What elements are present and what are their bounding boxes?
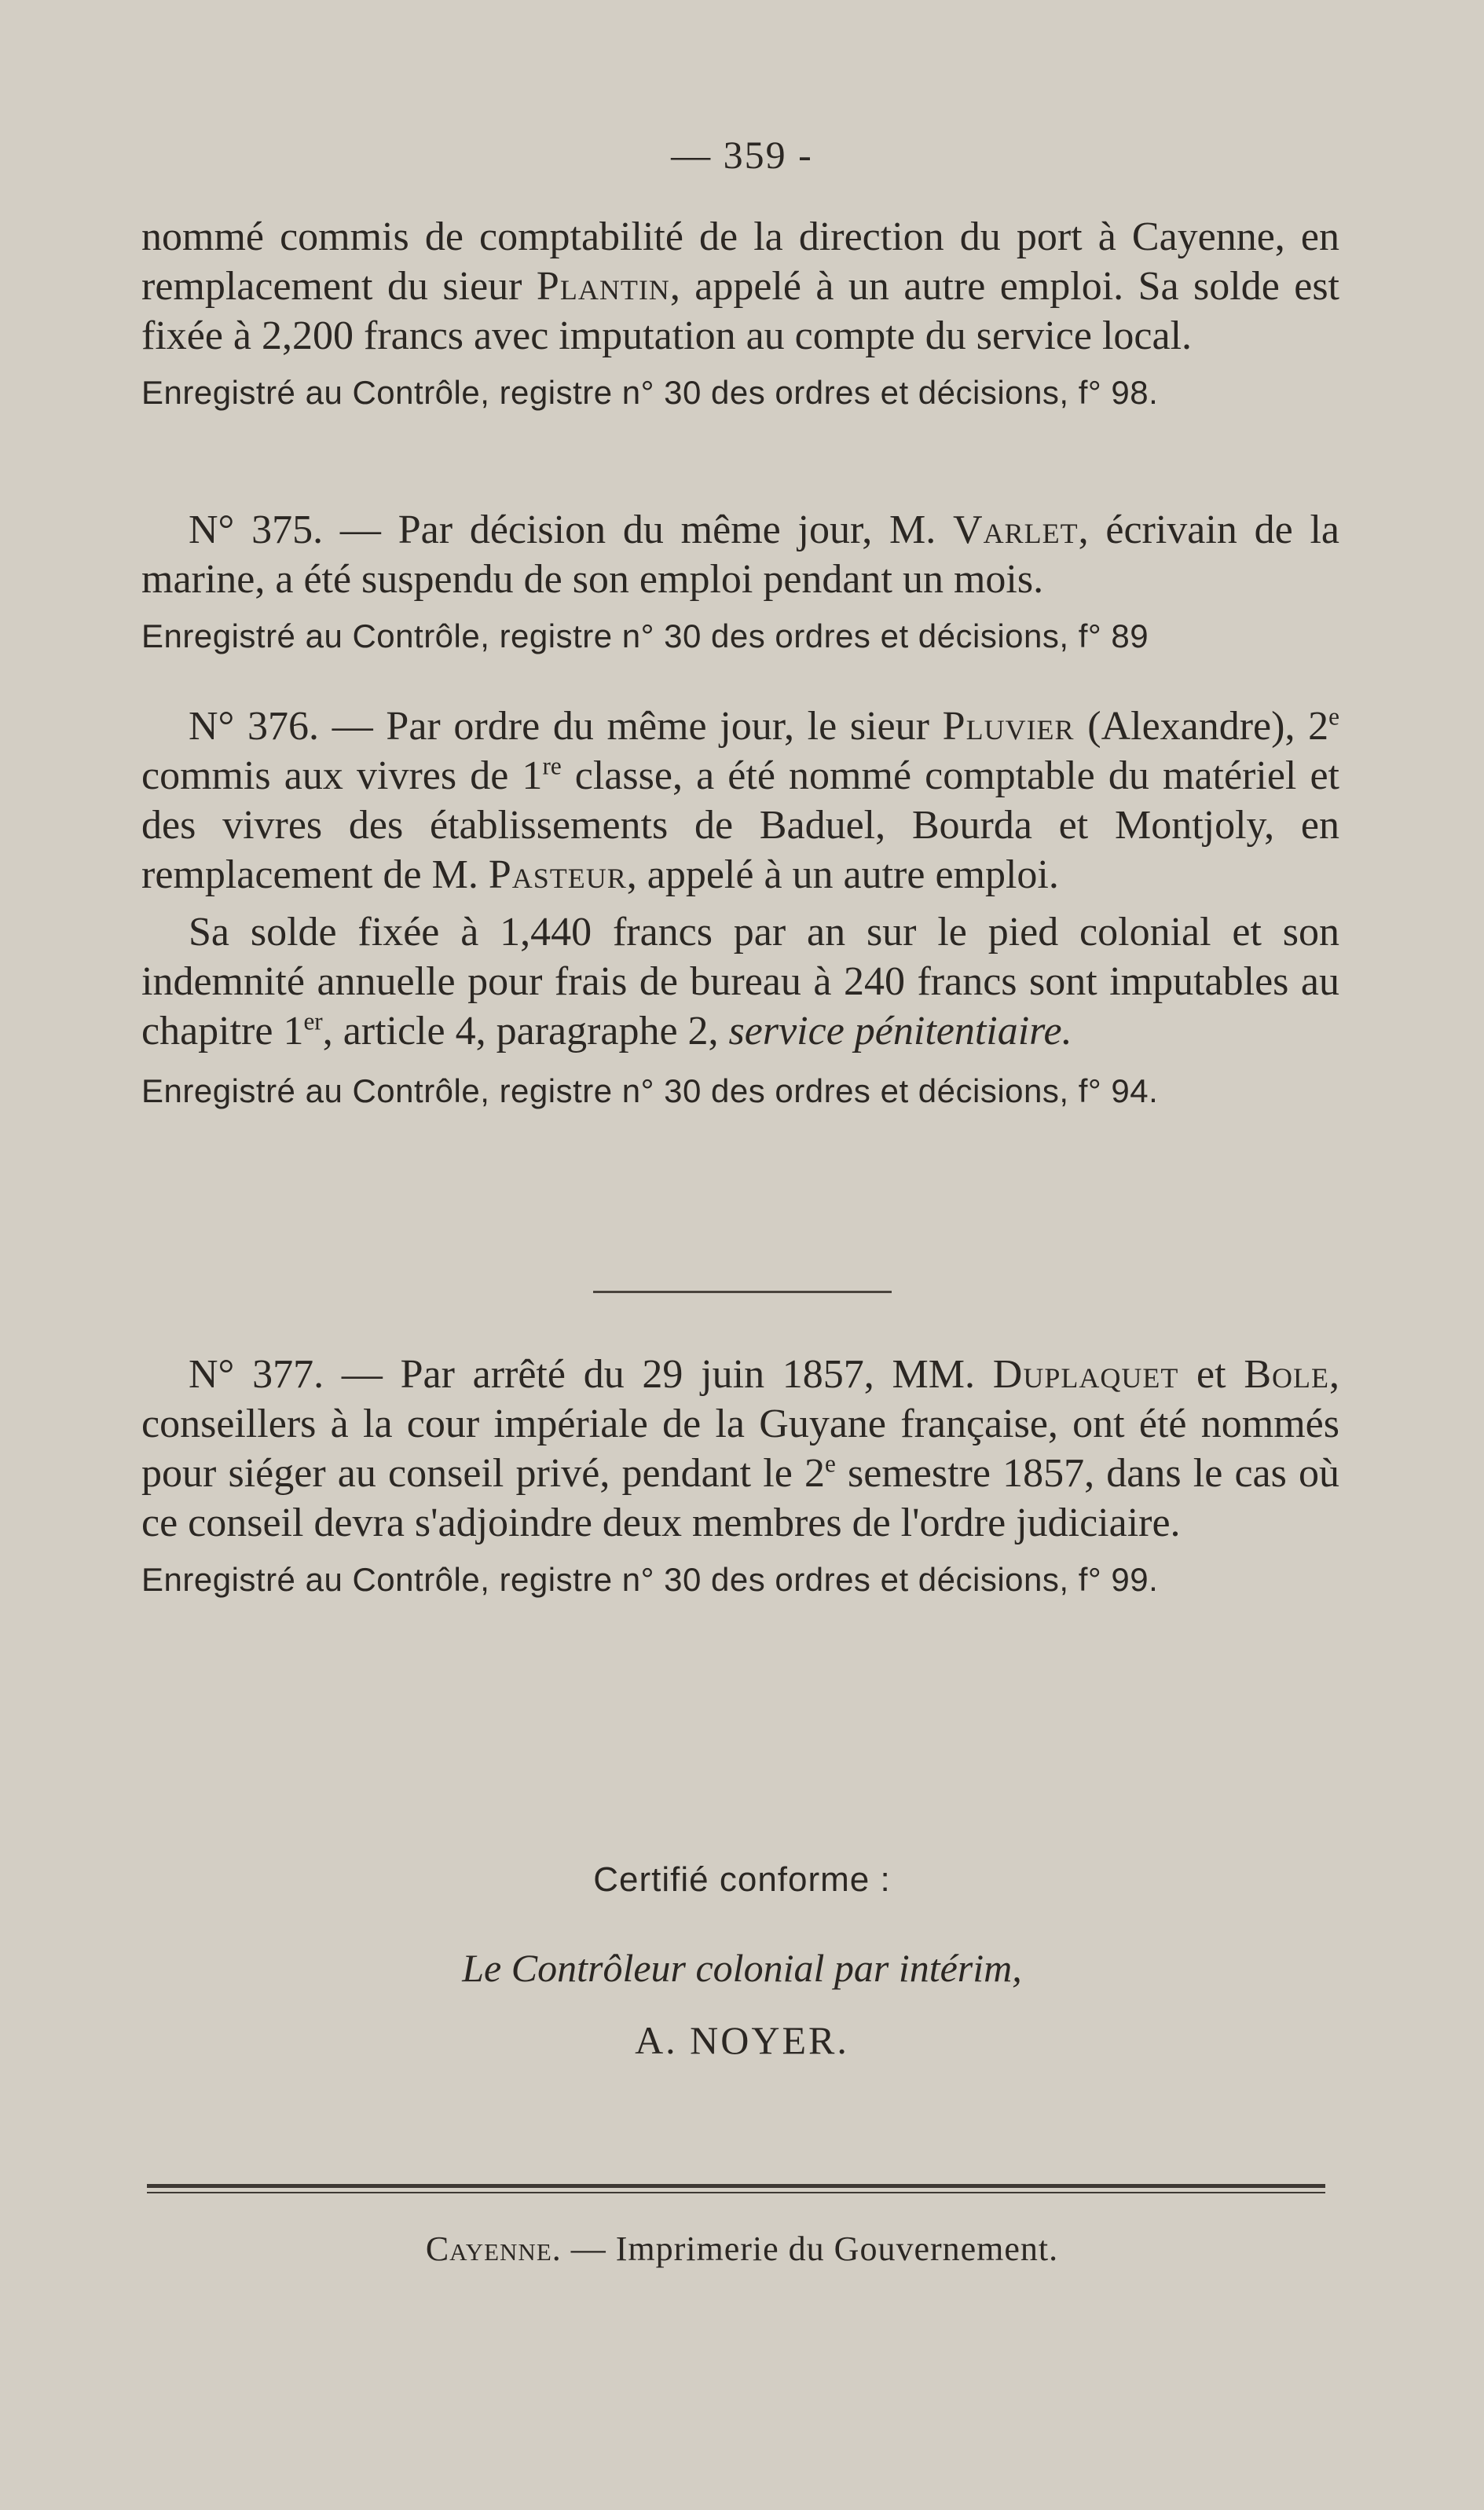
- printer-imprint: [0, 2229, 1484, 2269]
- entry-376: [141, 702, 1339, 1112]
- entry-377: [141, 1350, 1339, 1601]
- entry-paragraph: [141, 702, 1339, 900]
- entry-paragraph: [141, 907, 1339, 1056]
- footer-rule-thin: [147, 2192, 1325, 2193]
- entry-375: [141, 505, 1339, 658]
- paragraph-text: N° 376. — Par ordre du même jour, le sieur: [189, 704, 943, 749]
- imprint-place: Cayenne: [425, 2230, 552, 2268]
- entry-paragraph: [141, 212, 1339, 361]
- person-name: Duplaquet: [992, 1352, 1179, 1397]
- entry-continuation: [141, 212, 1339, 414]
- page-number: — 359 -: [671, 133, 813, 177]
- paragraph-text: et: [1178, 1352, 1244, 1397]
- certification-signatory: A. NOYER.: [635, 2018, 849, 2062]
- paragraph-text: , article 4, paragraphe 2,: [322, 1009, 729, 1053]
- paragraph-text: semestre 1857, dans le cas où ce conseil devra s'adjoindre deux membres de l'ordre judiciaire.: [141, 1451, 1340, 1545]
- superscript: e: [825, 1449, 836, 1478]
- entry-paragraph: [141, 505, 1339, 604]
- paragraph-text: , conseillers à la cour impériale de la Guyane française, ont été nommés pour siéger au conseil privé, pendant le 2: [141, 1352, 1339, 1496]
- certification-title: Le Contrôleur colonial par intérim,: [462, 1946, 1022, 1990]
- person-name: Plantin: [536, 264, 670, 309]
- paragraph-text: classe, a été nommé comptable du matériel et des vivres des établissements de Baduel, Bourda et Montjoly, en remplacement de M.: [141, 753, 1340, 897]
- paragraph-text: , écrivain de la marine, a été suspendu de son emploi pendant un mois.: [141, 507, 1340, 602]
- section-divider: [593, 1291, 892, 1293]
- paragraph-text: commis aux vivres de 1: [141, 753, 543, 798]
- paragraph-text: nommé commis de comptabilité de la direction du port à Cayenne, en remplacement du sieur: [141, 214, 1339, 309]
- registry-note: Enregistré au Contrôle, registre n° 30 des ordres et décisions, f° 89: [141, 617, 1149, 654]
- superscript: e: [1328, 702, 1339, 731]
- person-name: Pasteur: [488, 852, 627, 897]
- paragraph-text: Sa solde fixée à 1,440 francs par an sur le pied colonial et son indemnité annuelle pour frais de bureau à 240 francs sont imputables au chapitre 1: [141, 910, 1339, 1053]
- certification-heading: Certifié conforme :: [593, 1860, 891, 1899]
- person-name: Varlet: [953, 507, 1079, 552]
- registry-note: Enregistré au Contrôle, registre n° 30 des ordres et décisions, f° 99.: [141, 1561, 1159, 1598]
- imprint-text: . — Imprimerie du Gouvernement.: [551, 2230, 1059, 2268]
- paragraph-text: N° 377. — Par arrêté du 29 juin 1857, MM.: [189, 1352, 993, 1397]
- superscript: er: [303, 1007, 323, 1035]
- paragraph-text: N° 375. — Par décision du même jour, M.: [189, 507, 954, 552]
- person-name: Pluvier: [942, 704, 1075, 749]
- italic-text: service pénitentiaire.: [728, 1009, 1072, 1053]
- paragraph-text: , appelé à un autre emploi. Sa solde est fixée à 2,200 francs avec imputation au compte du service local.: [141, 264, 1339, 358]
- person-name: Bole: [1244, 1352, 1329, 1397]
- registry-note: Enregistré au Contrôle, registre n° 30 des ordres et décisions, f° 94.: [141, 1072, 1159, 1109]
- registry-note: Enregistré au Contrôle, registre n° 30 des ordres et décisions, f° 98.: [141, 374, 1159, 411]
- paragraph-text: , appelé à un autre emploi.: [626, 852, 1059, 897]
- entry-paragraph: [141, 1350, 1339, 1548]
- paragraph-text: (Alexandre), 2: [1074, 704, 1329, 749]
- footer-rule-thick: [147, 2184, 1325, 2188]
- superscript: re: [542, 752, 562, 780]
